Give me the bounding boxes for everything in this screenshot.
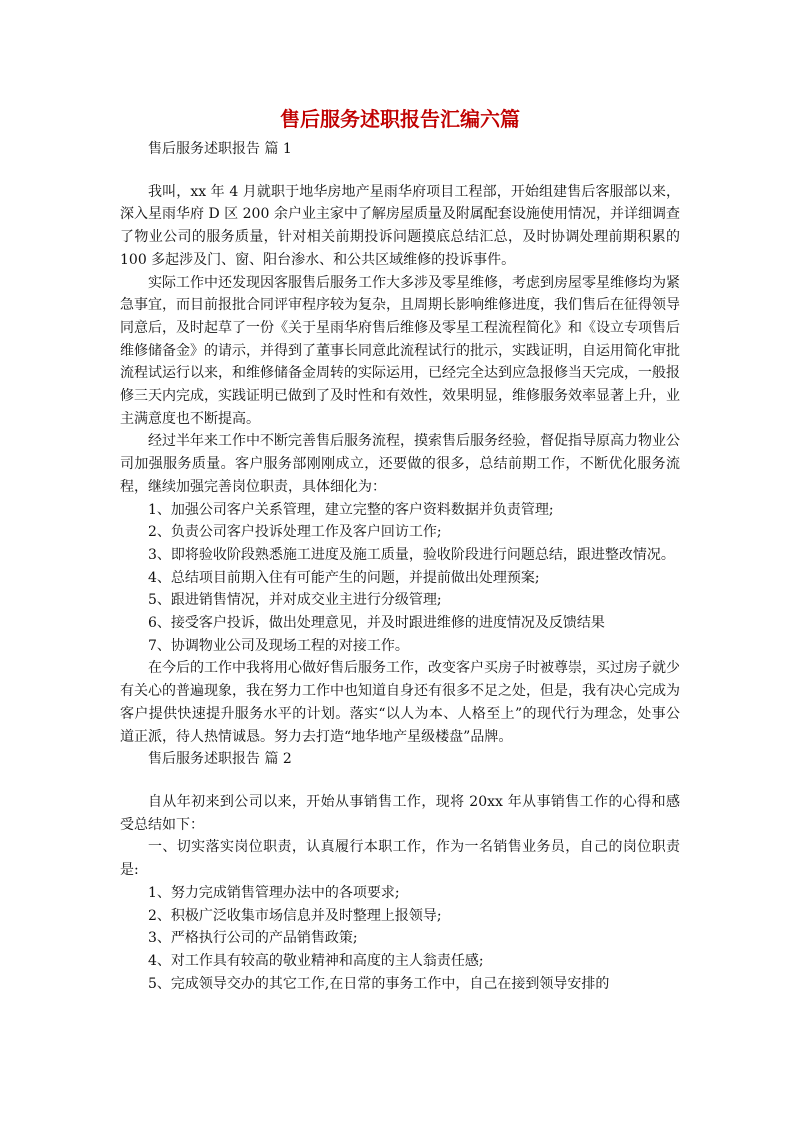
list-item: 1、努力完成销售管理办法中的各项要求; xyxy=(148,884,400,901)
list-item: 4、对工作具有较高的敬业精神和高度的主人翁责任感; xyxy=(148,952,484,969)
paragraph: 在今后的工作中我将用心做好售后服务工作，改变客户买房子时被尊崇，买过房子就少有关心的普遍现象，我在努力工作中也知道自身还有很多不足之处，但是，我有决心完成为客户提供快速提升服务水平的计划。落实“以人为本、人格至上”的现代行为理念，处事公道正派，待人热情诚恳。努力去打造“地华地产星级楼盘”品牌。 xyxy=(120,660,680,745)
paragraph: 一、切实落实岗位职责，认真履行本职工作，作为一名销售业务员，自己的岗位职责是: xyxy=(120,839,680,879)
list-item: 3、即将验收阶段熟悉施工进度及施工质量，验收阶段进行问题总结，跟进整改情况。 xyxy=(148,546,675,563)
list-item: 1、加强公司客户关系管理，建立完整的客户资料数据并负责管理; xyxy=(148,501,554,518)
document-title: 售后服务述职报告汇编六篇 xyxy=(280,107,520,131)
section-2 xyxy=(120,748,680,995)
paragraph: 实际工作中还发现因客服售后服务工作大多涉及零星维修，考虑到房屋零星维修均为紧急事宜，而目前报批合同评审程序较为复杂，且周期长影响维修进度，我们售后在征得领导同意后，及时起草了一份《关于星雨华府售后维修及零星工程流程简化》和《设立专项售后维修储备金》的请示，并得到了董事长同意此流程试行的批示，实践证明，自运用简化审批流程试运行以来，和维修储备金周转的实际运用，已经完全达到应急报修当天完成，一般报修三天内完成，实践证明已做到了及时性和有效性，效果明显，维修服务效率显著上升，业主满意度也不断提高。 xyxy=(120,274,680,427)
section-1 xyxy=(120,138,680,748)
list-item: 5、跟进销售情况，并对成交业主进行分级管理; xyxy=(148,592,442,609)
list-item: 6、接受客户投诉，做出处理意见，并及时跟进维修的进度情况及反馈结果 xyxy=(148,615,605,632)
document-body xyxy=(120,106,680,995)
list-item: 4、总结项目前期入住有可能产生的问题，并提前做出处理预案; xyxy=(148,569,540,586)
list-item: 2、积极广泛收集市场信息并及时整理上报领导; xyxy=(148,907,442,924)
paragraph: 经过半年来工作中不断完善售后服务流程，摸索售后服务经验，督促指导原高力物业公司加强服务质量。客户服务部刚刚成立，还要做的很多，总结前期工作，不断优化服务流程，继续加强完善岗位职责，具体细化为： xyxy=(120,433,680,495)
paragraph: 我叫，xx 年 4 月就职于地华房地产星雨华府项目工程部，开始组建售后客服部以来，深入星雨华府 D 区 200 余户业主家中了解房屋质量及附属配套设施使用情况，并详细调查了物业公司的服务质量，针对相关前期投诉问题摸底总结汇总，及时协调处理前期积累的 100 多起涉及门、窗、阳台渗水、和公共区域维修的投诉事件。 xyxy=(120,183,680,268)
section-heading: 售后服务述职报告 篇 2 xyxy=(148,751,292,768)
section-spacer xyxy=(120,161,680,181)
paragraph: 自从年初来到公司以来，开始从事销售工作，现将 20xx 年从事销售工作的心得和感受总结如下： xyxy=(120,793,680,833)
list-item: 3、严格执行公司的产品销售政策; xyxy=(148,930,358,947)
section-spacer xyxy=(120,771,680,791)
list-item: 2、负责公司客户投诉处理工作及客户回访工作; xyxy=(148,524,442,541)
section-heading: 售后服务述职报告 篇 1 xyxy=(148,141,292,157)
list-item: 5、完成领导交办的其它工作,在日常的事务工作中，自己在接到领导安排的 xyxy=(148,975,610,992)
list-item: 7、协调物业公司及现场工程的对接工作。 xyxy=(148,637,409,654)
